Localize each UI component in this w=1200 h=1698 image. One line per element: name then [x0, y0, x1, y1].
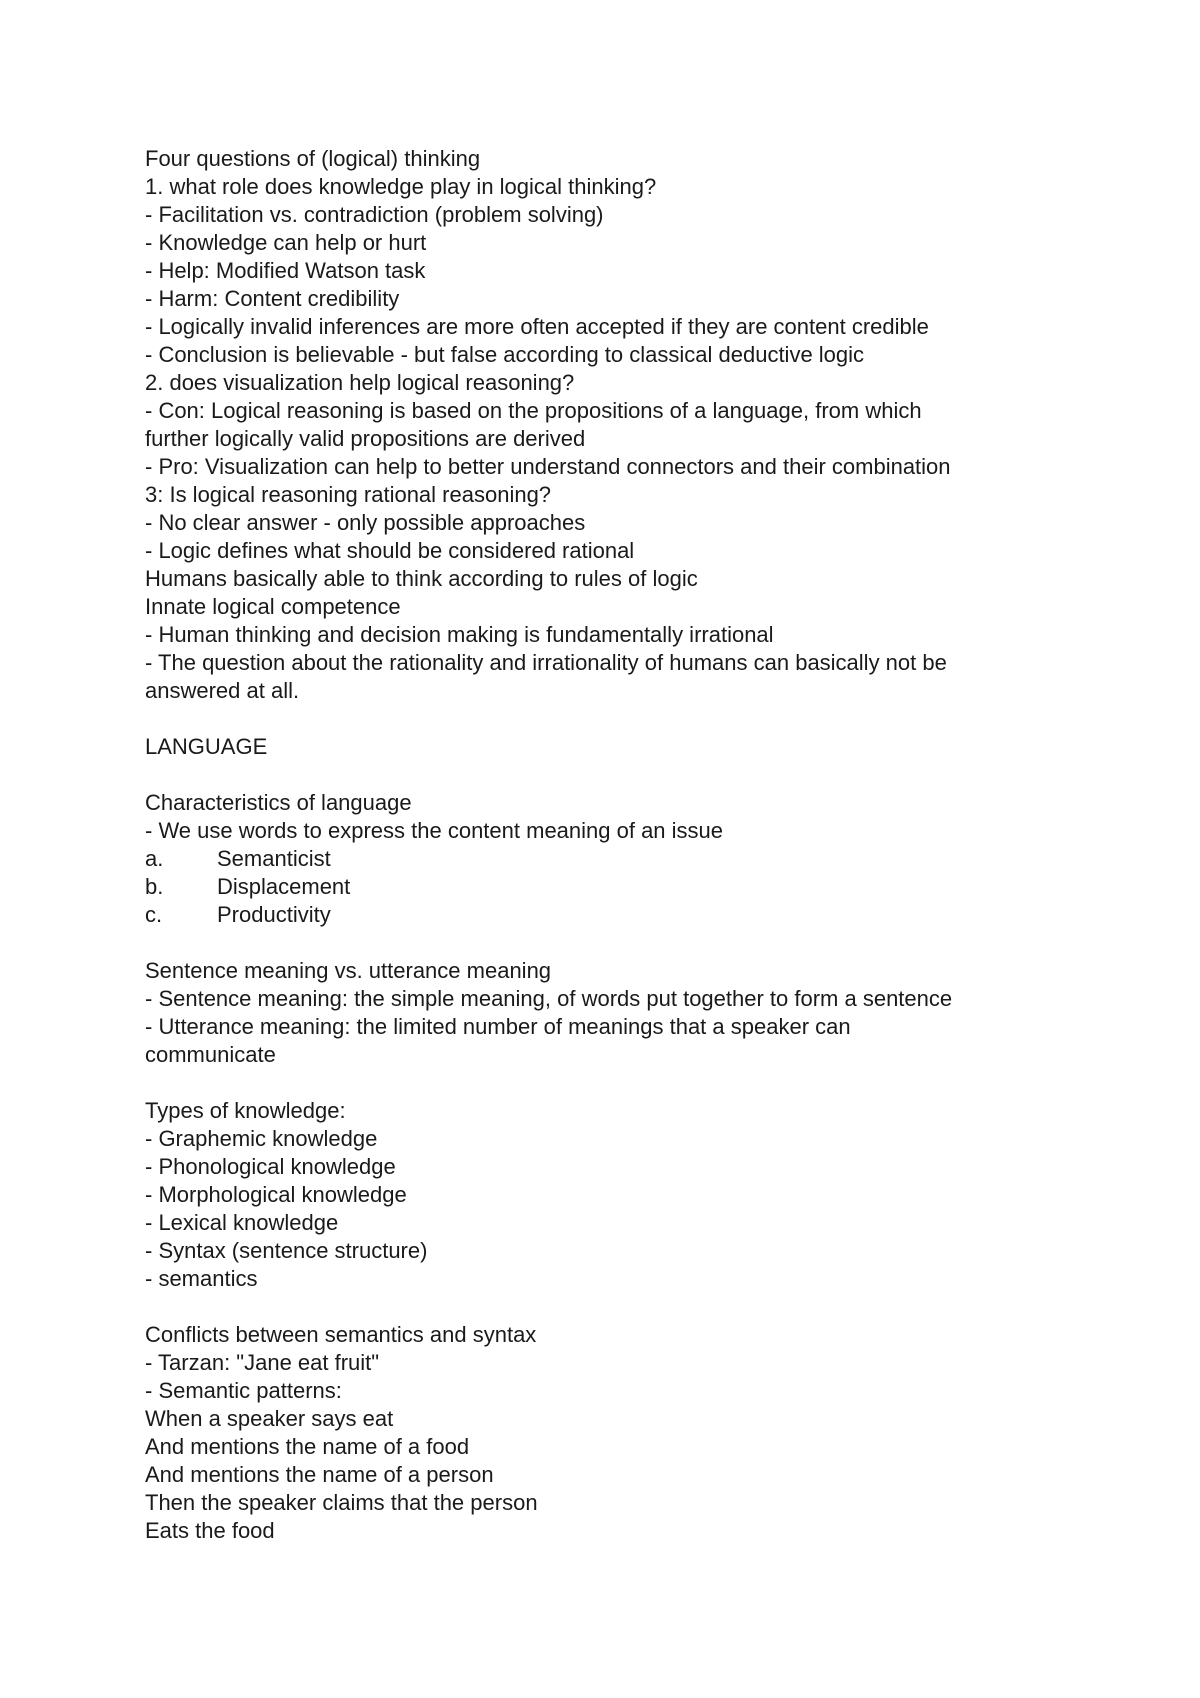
bullet-line: - Con: Logical reasoning is based on the propositions of a language, from which	[145, 398, 922, 423]
item-text: Semanticist	[217, 846, 331, 871]
blank-line	[145, 1293, 1065, 1321]
bullet-line: - Logic defines what should be considered rational	[145, 538, 635, 563]
text-line: Innate logical competence	[145, 594, 401, 619]
text-line: And mentions the name of a food	[145, 1434, 470, 1459]
bullet-line: - The question about the rationality and irrationality of humans can basically not be	[145, 650, 947, 675]
question-line: 3: Is logical reasoning rational reasoning?	[145, 482, 552, 507]
bullet-line: - Knowledge can help or hurt	[145, 230, 427, 255]
subheading-line: Conflicts between semantics and syntax	[145, 1322, 537, 1347]
bullet-line: - Lexical knowledge	[145, 1210, 339, 1235]
bullet-line: - Syntax (sentence structure)	[145, 1238, 428, 1263]
text-line: answered at all.	[145, 678, 300, 703]
bullet-line: - Morphological knowledge	[145, 1182, 407, 1207]
text-line: And mentions the name of a person	[145, 1462, 494, 1487]
text-line: Then the speaker claims that the person	[145, 1490, 538, 1515]
bullet-line: - We use words to express the content meaning of an issue	[145, 818, 724, 843]
item-text: Displacement	[217, 874, 351, 899]
text-line: When a speaker says eat	[145, 1406, 394, 1431]
bullet-line: - Utterance meaning: the limited number of meanings that a speaker can	[145, 1014, 851, 1039]
blank-line	[145, 1069, 1065, 1097]
bullet-line: - Harm: Content credibility	[145, 286, 400, 311]
bullet-line: - semantics	[145, 1266, 258, 1291]
blank-line	[145, 929, 1065, 957]
item-letter: a.	[145, 846, 164, 871]
item-letter: c.	[145, 902, 163, 927]
document-body	[145, 145, 1065, 1545]
text-line: further logically valid propositions are derived	[145, 426, 586, 451]
question-line: 1. what role does knowledge play in logical thinking?	[145, 174, 657, 199]
blank-line	[145, 705, 1065, 733]
bullet-line: - Help: Modified Watson task	[145, 258, 426, 283]
subheading-line: Characteristics of language	[145, 790, 412, 815]
bullet-line: - Human thinking and decision making is fundamentally irrational	[145, 622, 774, 647]
blank-line	[145, 761, 1065, 789]
bullet-line: - Semantic patterns:	[145, 1378, 342, 1403]
bullet-line: - No clear answer - only possible approaches	[145, 510, 586, 535]
lettered-item	[145, 873, 1065, 901]
lettered-item	[145, 845, 1065, 873]
bullet-line: - Pro: Visualization can help to better understand connectors and their combination	[145, 454, 951, 479]
bullet-line: - Conclusion is believable - but false according to classical deductive logic	[145, 342, 865, 367]
item-text: Productivity	[217, 902, 331, 927]
bullet-line: - Phonological knowledge	[145, 1154, 396, 1179]
question-line: 2. does visualization help logical reasoning?	[145, 370, 575, 395]
section-heading: Four questions of (logical) thinking	[145, 146, 481, 171]
text-line: communicate	[145, 1042, 276, 1067]
text-line: Eats the food	[145, 1518, 275, 1543]
lettered-item	[145, 901, 1065, 929]
bullet-line: - Logically invalid inferences are more often accepted if they are content credible	[145, 314, 929, 339]
item-letter: b.	[145, 874, 164, 899]
subheading-line: Types of knowledge:	[145, 1098, 346, 1123]
text-line: Humans basically able to think according to rules of logic	[145, 566, 698, 591]
section-heading: LANGUAGE	[145, 734, 268, 759]
bullet-line: - Sentence meaning: the simple meaning, of words put together to form a sentence	[145, 986, 953, 1011]
subheading-line: Sentence meaning vs. utterance meaning	[145, 958, 552, 983]
bullet-line: - Tarzan: "Jane eat fruit"	[145, 1350, 380, 1375]
bullet-line: - Facilitation vs. contradiction (problem solving)	[145, 202, 604, 227]
bullet-line: - Graphemic knowledge	[145, 1126, 378, 1151]
